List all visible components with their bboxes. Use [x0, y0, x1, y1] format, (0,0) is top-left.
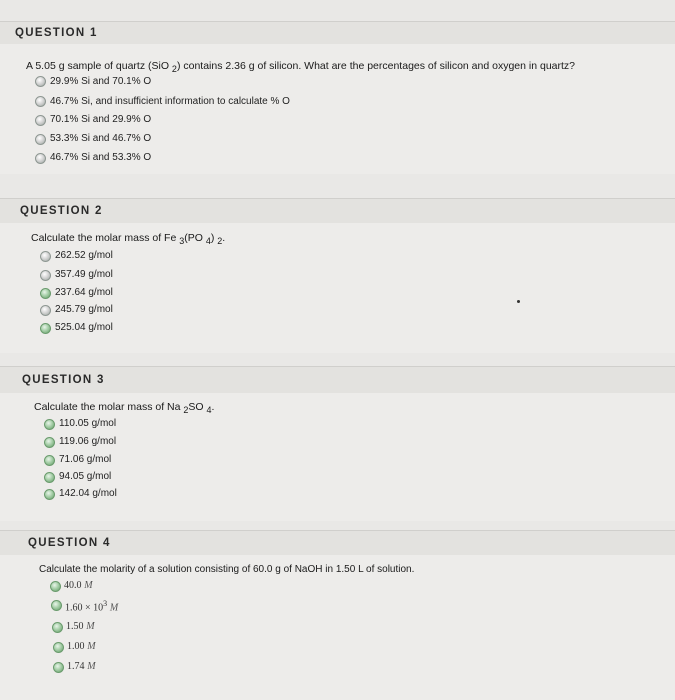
question-1-title: QUESTION 1: [15, 27, 98, 39]
question-4-option-4-radio[interactable]: [53, 642, 64, 653]
question-2-option-2-radio[interactable]: [40, 270, 51, 281]
question-1-option-1-radio[interactable]: [35, 76, 46, 87]
question-1-option-5-radio[interactable]: [35, 153, 46, 164]
question-1-option-1[interactable]: 29.9% Si and 70.1% O: [50, 76, 152, 87]
question-1-option-2-radio[interactable]: [35, 96, 46, 107]
question-3-option-3-radio[interactable]: [44, 455, 55, 466]
question-2-option-2[interactable]: 357.49 g/mol: [55, 269, 113, 280]
question-1-text: A 5.05 g sample of quartz (SiO $_2$) contains 2.36 g of silicon. What are the percentages of silicon and oxygen in quartz?: [26, 60, 576, 74]
question-3-option-5[interactable]: 142.04 g/mol: [59, 488, 117, 499]
question-2-option-3[interactable]: 237.64 g/mol: [55, 287, 113, 298]
question-2-option-5-radio[interactable]: [40, 323, 51, 334]
question-3-option-1-radio[interactable]: [44, 419, 55, 430]
question-4-option-4[interactable]: 1.00 M: [67, 641, 96, 652]
question-2-option-4[interactable]: 245.79 g/mol: [55, 304, 113, 315]
question-3-option-2[interactable]: 119.06 g/mol: [59, 436, 117, 447]
question-4-option-3[interactable]: 1.50 M: [66, 621, 95, 632]
question-2-option-1-radio[interactable]: [40, 251, 51, 262]
question-3-header: [0, 366, 675, 394]
question-4-option-1[interactable]: 40.0 M: [64, 580, 93, 591]
question-3-title: QUESTION 3: [22, 374, 105, 386]
question-4-title: QUESTION 4: [28, 537, 111, 549]
question-2-title: QUESTION 2: [20, 205, 103, 217]
question-1-header: [0, 21, 675, 45]
question-3-text: Calculate the molar mass of Na $_2$SO $_4$.: [34, 401, 215, 415]
question-1-option-4-radio[interactable]: [35, 134, 46, 145]
question-1-option-5[interactable]: 46.7% Si and 53.3% O: [50, 152, 152, 163]
question-4-option-3-radio[interactable]: [52, 622, 63, 633]
question-4-option-2[interactable]: $1.60 \times 10^3$ M: [65, 599, 119, 614]
question-2-option-5[interactable]: 525.04 g/mol: [55, 322, 113, 333]
question-4-option-5-radio[interactable]: [53, 662, 64, 673]
question-4-body: [0, 555, 675, 700]
question-3-option-1[interactable]: 110.05 g/mol: [59, 418, 117, 429]
question-4-text: Calculate the molarity of a solution consisting of 60.0 g of NaOH in 1.50 L of solution.: [39, 564, 415, 575]
question-3-option-5-radio[interactable]: [44, 489, 55, 500]
question-1-option-3-radio[interactable]: [35, 115, 46, 126]
question-1-option-3[interactable]: 70.1% Si and 29.9% O: [50, 114, 152, 125]
question-3-option-4-radio[interactable]: [44, 472, 55, 483]
question-2-option-1[interactable]: 262.52 g/mol: [55, 250, 113, 261]
question-3-option-2-radio[interactable]: [44, 437, 55, 448]
question-2-header: [0, 198, 675, 224]
question-3-option-4[interactable]: 94.05 g/mol: [59, 471, 112, 482]
question-2-option-3-radio[interactable]: [40, 288, 51, 299]
question-4-header: [0, 530, 675, 556]
question-1-option-2[interactable]: 46.7% Si, and insufficient information to calculate % O: [50, 96, 290, 107]
question-4-option-5[interactable]: 1.74 M: [67, 661, 96, 672]
question-3-option-3[interactable]: 71.06 g/mol: [59, 454, 112, 465]
question-1-option-4[interactable]: 53.3% Si and 46.7% O: [50, 133, 152, 144]
question-4-option-2-radio[interactable]: [51, 600, 62, 611]
question-2-text: Calculate the molar mass of Fe $_3$(PO $_4$) $_2$.: [31, 232, 226, 246]
question-4-option-1-radio[interactable]: [50, 581, 61, 592]
speck: [517, 300, 520, 303]
question-2-option-4-radio[interactable]: [40, 305, 51, 316]
